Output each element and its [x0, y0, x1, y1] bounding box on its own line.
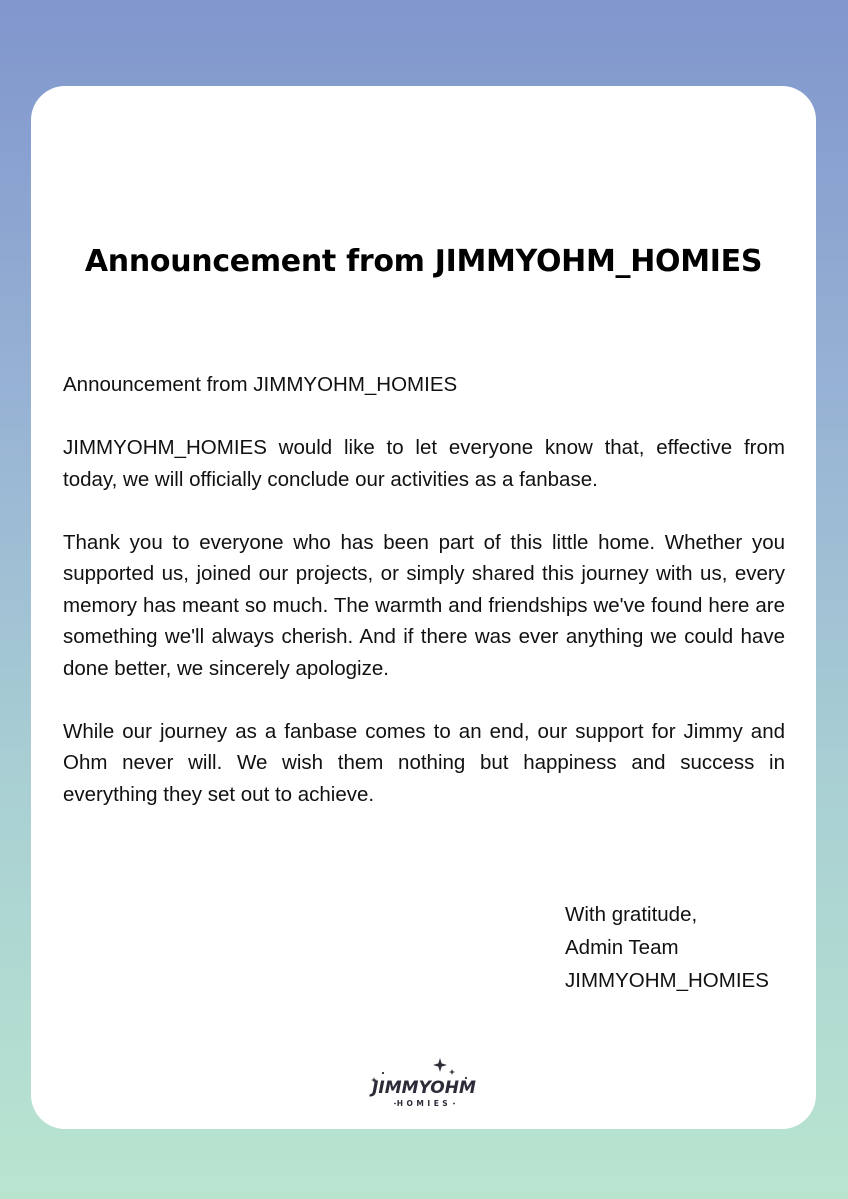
signoff-name: JIMMYOHM_HOMIES: [565, 969, 769, 992]
body-paragraph-support: While our journey as a fanbase comes to an end, our support for Jimmy and Ohm never will. We wish them nothing but happiness and success in everything they set out to achieve.: [63, 719, 785, 806]
jimmyohm-homies-logo: [364, 1048, 484, 1118]
logo-sub-text: HOMIES: [396, 1099, 452, 1108]
signoff-closing: With gratitude,: [565, 903, 698, 926]
announcement-body: [63, 369, 785, 842]
body-heading: Announcement from JIMMYOHM_HOMIES: [63, 373, 458, 396]
body-paragraph-conclusion: JIMMYOHM_HOMIES would like to let everyone know that, effective from today, we will officially conclude our activities as a fanbase.: [63, 436, 785, 491]
announcement-card: [31, 86, 816, 1129]
logo-main-text: JIMMYOHM: [372, 1078, 476, 1098]
body-paragraph-thanks: Thank you to everyone who has been part of this little home. Whether you supported us, joined our projects, or simply shared this journey with us, every memory has meant so much. The warmth and friendships we've found here are something we'll always cherish. And if there was ever anything we could have done better, we sincerely apologize.: [63, 530, 785, 680]
announcement-title: Announcement from JIMMYOHM_HOMIES: [84, 244, 763, 279]
signoff-team: Admin Team: [565, 936, 679, 959]
signoff-block: [565, 898, 769, 997]
